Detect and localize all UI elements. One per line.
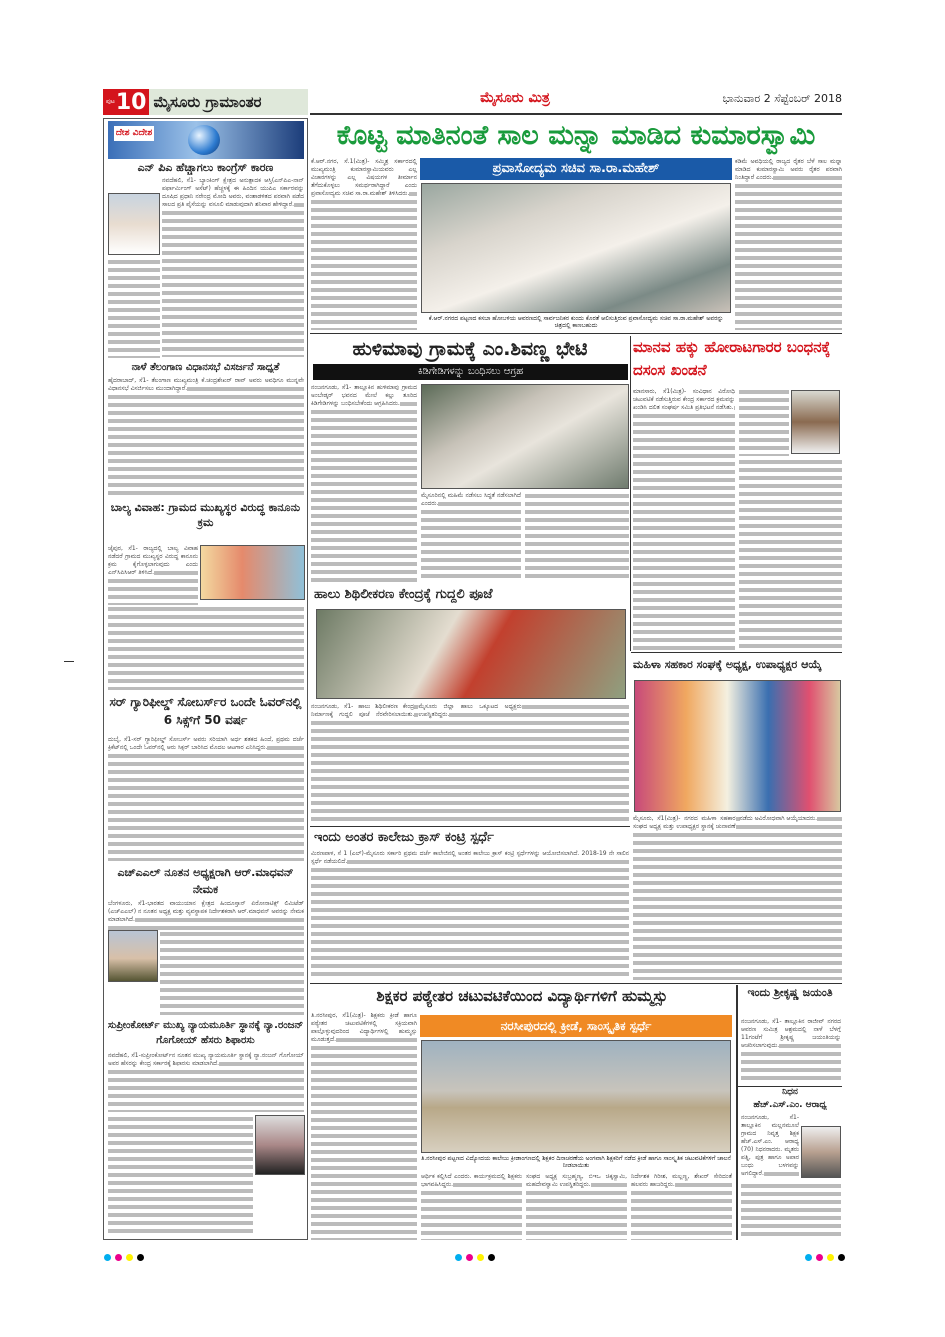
hulimavu-headline: ಹುಳಿಮಾವು ಗ್ರಾಮಕ್ಕೆ ಎಂ.ಶಿವಣ್ಣ ಭೇಟಿ: [352, 338, 588, 360]
headline-sobers: ಸರ್ ಗ್ಯಾರಿಫೀಲ್ಡ್ ಸೋಬರ್ಸ್‌ರ ಒಂದೇ ಓವರ್‌ನಲ್ಲಿ 6 ಸಿಕ್ಸ್‌ಗೆ 50 ವರ್ಷ: [109, 695, 302, 727]
hulimavu-body-col2: ಮೈಸೂರಿನಲ್ಲಿ ಮಹಿಮೆ ನಡೆಸಲು ಸಿದ್ಧತೆ ನಡೆಸಲಾಗಿದೆ ಎಂದರು.: [421, 492, 521, 582]
article-body-telangana: ಹೈದರಾಬಾದ್, ಸೆ1- ತೆಲಂಗಾಣ ಮುಖ್ಯಮಂತ್ರಿ ಕೆ.ಚಂದ್ರಶೇಖರ್ ರಾವ್ ಅವರು ಅವಧಿಗೂ ಮುನ್ನವೇ ವಿಧಾನಸಭೆ ವಿಸರ್ಜಿಸಲು ಮುಂದಾಗಿದ್ದಾರೆ.: [108, 377, 304, 497]
hulimavu-body-col3: [525, 492, 629, 582]
globe-icon: [188, 125, 220, 155]
divider: [631, 652, 842, 653]
lead-headline: ಕೊಟ್ಟ ಮಾತಿನಂತೆ ಸಾಲ ಮನ್ನಾ ಮಾಡಿದ ಕುಮಾರಸ್ವಾಮಿ: [336, 120, 816, 151]
teachers-body-col4: ನಿರ್ದೇಶಕ ಗಿರೀಶ, ಮಲ್ಲಣ್ಣ, ಶೇಖರ್ ಸೇರಿದಂತೆ ಹಲವರು ಹಾಜರಿದ್ದರು.: [631, 1173, 732, 1240]
rights-photo: [791, 390, 840, 454]
teachers-body-col1: ತಿ.ನರಸೀಪುರ, ಸೆ1(ಮಿತ್ರ)- ಶಿಕ್ಷಕರು ಕ್ರೀಡೆ ಹಾಗೂ ಪಠ್ಯೇತರ ಚಟುವಟಿಕೆಗಳಲ್ಲಿ ಸಕ್ರಿಯವಾಗಿ ಪಾಲ್ಗೊಳ್ಳುವುದರಿಂದ ವಿದ್ಯಾರ್ಥಿಗಳಲ್ಲಿ ಹುಮ್ಮಸ್ಸು ಮೂಡುತ್ತದೆ.: [311, 1012, 417, 1240]
cross-country-headline: ಇಂದು ಅಂತರ ಕಾಲೇಜು ಕ್ರಾಸ್ ಕಂಟ್ರಿ ಸ್ಪರ್ಧೆ: [314, 830, 494, 845]
women-body: ಮೈಸೂರು, ಸೆ1(ಮಿತ್ರ)- ನಗರದ ಮಹಿಳಾ ಸಹಕಾರ ಸಂಘದ ಅಧ್ಯಕ್ಷ ಮತ್ತು ಉಪಾಧ್ಯಕ್ಷರ ಸ್ಥಾನಕ್ಕೆ ಚುನಾವಣೆ ನಡೆದು ಅವಿರೋಧವಾಗಿ ಆಯ್ಕೆಯಾದರು.: [633, 815, 842, 980]
obituary-photo: [801, 1126, 841, 1178]
obituary-body: ನಂಜನಗೂಡು, ಸೆ1- ತಾಲ್ಲೂಕಿನ ಮಲ್ಲನಮೂಲೆ ಗ್ರಾಮದ ನಿವೃತ್ತ ಶಿಕ್ಷಕ ಹೆಚ್.ಎಸ್.ಎಂ. ಆರಾಧ್ಯ (70) ನಿಧನರಾದರು. ಮೃತರು ಪತ್ನಿ, ಪುತ್ರ ಹಾಗೂ ಅಪಾರ ಬಂಧು ಬಳಗವನ್ನು ಅಗಲಿದ್ದಾರೆ.: [741, 1114, 799, 1180]
page-number: 10: [115, 89, 147, 115]
hulimavu-body-col1: ನಂಜನಗೂಡು, ಸೆ1- ತಾಲ್ಲೂಕಿನ ಹುಳಿಮಾವು ಗ್ರಾಮದ ಅಂಬೇಡ್ಕರ್ ಭವನದ ಮೇಲೆ ಕಲ್ಲು ತೂರಿದ ಕಿಡಿಗೇಡಿಗಳನ್ನು ಬಂಧಿಸಬೇಕೆಂದು ಆಗ್ರಹಿಸಿದರು.: [311, 384, 417, 582]
divider: [310, 826, 630, 827]
headline-telangana: ನಾಳೆ ತೆಲಂಗಾಣ ವಿಧಾನಸಭೆ ವಿಸರ್ಜನೆ ಸಾಧ್ಯತೆ: [131, 362, 280, 373]
page-label: ಪುಟ: [106, 98, 115, 105]
article-body-hal: ಬೆಂಗಳೂರು, ಸೆ1-ಭಾರತದ ವಾಯುಯಾನ ಕ್ಷೇತ್ರದ ಹಿಂದೂಸ್ತಾನ್ ಏರೋನಾಟಿಕ್ಸ್ ಲಿಮಿಟೆಡ್ (ಎಚ್‌ಎಎಲ್) ನ ನೂತನ ಅಧ್ಯಕ್ಷ ಮತ್ತು ವ್ಯವಸ್ಥಾಪಕ ನಿರ್ದೇಶಕರಾಗಿ ಆರ್.ಮಾಧವನ್ ಅವರನ್ನು ನೇಮಕ ಮಾಡಲಾಗಿದೆ.: [108, 900, 304, 930]
page-number-box: [103, 89, 149, 115]
column-divider: [630, 336, 631, 651]
milk-headline: ಹಾಲು ಶಿಥಿಲೀಕರಣ ಕೇಂದ್ರಕ್ಕೆ ಗುದ್ದಲಿ ಪೂಜೆ: [314, 587, 493, 602]
header-rule: [310, 113, 842, 115]
milk-body: ನಂಜನಗೂಡು, ಸೆ1- ಹಾಲು ಶಿಥಿಲೀಕರಣ ಕೇಂದ್ರ ನಿರ್ಮಾಣಕ್ಕೆ ಗುದ್ದಲಿ ಪೂಜೆ ನೆರವೇರಿಸಲಾಯಿತು. ಮೈಸೂರು ಜಿಲ್ಲಾ ಹಾಲು ಒಕ್ಕೂಟದ ಅಧ್ಯಕ್ಷರು ಉಪಸ್ಥಿತರಿದ್ದರು.: [311, 703, 629, 825]
section-title: ಮೈಸೂರು ಗ್ರಾಮಾಂತರ: [153, 93, 262, 111]
cross-country-body: ಮಿರಣಪಾಳ, ಸೆ 1 (ಎಲ್)-ಮೈಸೂರು ಸರ್ಕಾರಿ ಪ್ರಥಮ ದರ್ಜೆ ಕಾಲೇಜಿನಲ್ಲಿ ಅಂತರ ಕಾಲೇಜು ಕ್ರಾಸ್ ಕಂಟ್ರಿ ಸ್ಪರ್ಧೆಗಳನ್ನು ಆಯೋಜಿಸಲಾಗಿದೆ. 2018-19 ನೇ ಸಾಲಿನ ಸ್ಪರ್ಧೆ ನಡೆಯಲಿದೆ.: [311, 850, 629, 980]
teachers-headline: ಶಿಕ್ಷಕರ ಪಠ್ಯೇತರ ಚಟುವಟಿಕೆಯಿಂದ ವಿದ್ಯಾರ್ಥಿಗಳಿಗೆ ಹುಮ್ಮಸ್ಸು: [376, 987, 668, 1005]
article-body-gogoi-cont: [108, 1115, 253, 1237]
divider: [310, 983, 842, 984]
rights-headline: ಮಾನವ ಹಕ್ಕು ಹೋರಾಟಗಾರರ ಬಂಧನಕ್ಕೆ ದಸಂಸ ಖಂಡನೆ: [633, 338, 831, 379]
teachers-body-col3: ಸಂಘದ ಅಧ್ಯಕ್ಷ ಸುಬ್ರಹ್ಮಣ್ಯ, ಬಿಇಒ ಚಿಕ್ಕಸ್ವಾಮಿ, ಮಹದೇವಸ್ವಾಮಿ ಉಪಸ್ಥಿತರಿದ್ದರು.: [526, 1173, 627, 1240]
rights-body-col2-cont: [739, 458, 842, 650]
registration-marks-right: [805, 1246, 849, 1265]
lead-body-col3: ಕಡಿಮೆ ಅವಧಿಯಲ್ಲಿ ರಾಜ್ಯದ ರೈತರ ಬೆಳೆ ಸಾಲ ಮನ್ನಾ ಮಾಡಿದ ಕುಮಾರಸ್ವಾಮಿ ಅವರು ರೈತರ ಪರವಾಗಿ ನಿಂತಿದ್ದಾರೆ ಎಂದರು.: [735, 158, 842, 330]
registration-marks-center: [455, 1246, 499, 1265]
obituary-body-cont: [741, 1182, 841, 1240]
registration-marks-left: [104, 1246, 148, 1265]
lead-body-col1: ಕೆ.ಆರ್.ನಗರ, ಸೆ.1(ಮಿತ್ರ)- ಸಮ್ಮಿಶ್ರ ಸರ್ಕಾರದಲ್ಲಿ ಮುಖ್ಯಮಂತ್ರಿ ಕುಮಾರಸ್ವಾಮಿಯವರು ಎಲ್ಲ ವಿಚಾರಗಳನ್ನು ಎಲ್ಲ ವಿಷಯಗಳ ತೀರ್ಮಾನ ತೆಗೆದುಕೊಳ್ಳಲು ಸಮರ್ಥರಾಗಿದ್ದಾರೆ ಎಂದು ಪ್ರವಾಸೋದ್ಯಮ ಸಚಿವ ಸಾ.ರಾ.ಮಹೇಶ್ ತಿಳಿಸಿದರು.: [311, 158, 417, 330]
headline-hal: ಎಚ್‌ಎಎಲ್ ನೂತನ ಅಧ್ಯಕ್ಷರಾಗಿ ಆರ್.ಮಾಧವನ್ ನೇಮಕ: [117, 866, 294, 896]
teachers-body-col2: ಆರ್ಥಿಕ ಕಲ್ಲಿಸಿದೆ ಎಂದರು. ಕಾರ್ಯಕ್ರಮದಲ್ಲಿ ಶಿಕ್ಷಕರು ಭಾಗವಹಿಸಿದ್ದರು.: [421, 1173, 522, 1240]
hulimavu-photo: [421, 384, 629, 489]
teachers-photo: [421, 1040, 731, 1153]
milk-photo: [316, 609, 626, 699]
banner-label: ದೇಶ ವಿದೇಶ: [114, 126, 154, 141]
date: ಭಾನುವಾರ 2 ಸೆಪ್ಟೆಂಬರ್ 2018: [722, 92, 842, 105]
headline-gogoi: ಸುಪ್ರೀಂಕೋರ್ಟ್ ಮುಖ್ಯ ನ್ಯಾಯಮೂರ್ತಿ ಸ್ಥಾನಕ್ಕೆ ನ್ಯಾ.ರಂಜನ್ ಗೊಗೋಯ್ ಹೆಸರು ಶಿಫಾರಸು: [107, 1020, 304, 1046]
women-headline: ಮಹಿಳಾ ಸಹಕಾರ ಸಂಘಕ್ಕೆ ಅಧ್ಯಕ್ಷ, ಉಪಾಧ್ಯಕ್ಷರ ಆಯ್ಕೆ: [633, 658, 822, 671]
article-body-child-marriage: ಜೈಪುರ, ಸೆ1- ರಾಜ್ಯದಲ್ಲಿ ಬಾಲ್ಯ ವಿವಾಹ ನಡೆದರೆ ಗ್ರಾಮದ ಮುಖ್ಯಸ್ಥರ ವಿರುದ್ಧ ಕಾನೂನು ಕ್ರಮ ಕೈಗೊಳ್ಳಲಾಗುವುದು ಎಂದು ಎನ್‌ಸಿಪಿಸಿಆರ್ ತಿಳಿಸಿದೆ.: [108, 545, 198, 605]
lead-caption: ಕೆ.ಆರ್.ನಗರದ ಪಟ್ಟಣದ ಕಸಬಾ ಹೋಬಳಿಯ ಆವರಣದಲ್ಲಿ ಸಾರ್ವಜನಿಕರ ಕುಂದು ಕೊರತೆ ಆಲಿಸುತ್ತಿರುವ ಪ್ರವಾಸೋದ್ಯಮ ಸಚಿವ ಸಾ.ರಾ.ಮಹೇಶ್ ಅವರನ್ನು ಚಿತ್ರದಲ್ಲಿ ಕಾಣಬಹುದು: [428, 315, 724, 329]
krishna-body: ನಂಜನಗೂಡು, ಸೆ1- ತಾಲ್ಲೂಕಿನ ರಾಜೀವ್ ನಗರದ ಆವರಣ ಸುಮಿತ್ರ ಆಶ್ರಮದಲ್ಲಿ ನಾಳೆ ಬೆಳಗ್ಗೆ 11ಗಂಟೆಗೆ ಶ್ರೀಕೃಷ್ಣ ಜಯಂತಿಯನ್ನು ಆಚರಿಸಲಾಗುವುದು.: [741, 1018, 841, 1084]
article-body-sobers: ದುಬೈ, ಸೆ1-ಸರ್ ಗ್ಯಾರಿಫೀಲ್ಡ್ ಸೋಬರ್ಸ್ ಅವರು ಸರಿಯಾಗಿ ಅರ್ಧ ಶತಕದ ಹಿಂದೆ, ಪ್ರಥಮ ದರ್ಜೆ ಕ್ರಿಕೆಟ್‌ನಲ್ಲಿ ಒಂದೇ ಓವರ್‌ನಲ್ಲಿ ಆರು ಸಿಕ್ಸರ್ ಬಾರಿಸಿದ ಮೊದಲ ಆಟಗಾರ ಎನಿಸಿದ್ದರು.: [108, 736, 304, 861]
desha-videsha-banner: [108, 121, 304, 159]
photo-gogoi: [255, 1115, 305, 1175]
article-body-hal-cont: [160, 930, 304, 1015]
photo-madhavan: [108, 930, 158, 982]
teachers-subhead: ನರಸೀಪುರದಲ್ಲಿ ಕ್ರೀಡೆ, ಸಾಂಸ್ಕೃತಿಕ ಸ್ಪರ್ಧೆ: [420, 1015, 732, 1037]
photo-modi: [108, 193, 160, 255]
women-photo: [634, 680, 841, 812]
krishna-headline: ಇಂದು ಶ್ರೀಕೃಷ್ಣ ಜಯಂತಿ: [747, 986, 833, 999]
masthead: ಮೈಸೂರು ಮಿತ್ರ: [480, 90, 550, 106]
article-body-child-marriage-cont: [108, 605, 304, 690]
headline-child-marriage: ಬಾಲ್ಯ ವಿವಾಹ: ಗ್ರಾಮದ ಮುಖ್ಯಸ್ಥರ ವಿರುದ್ಧ ಕಾನೂನು ಕ್ರಮ: [110, 501, 301, 529]
hulimavu-subhead: ಕಿಡಿಗೇಡಿಗಳನ್ನು ಬಂಧಿಸಲು ಆಗ್ರಹ: [313, 364, 628, 380]
obituary-label: ನಿಧನ: [782, 1087, 798, 1097]
teachers-caption: ತಿ.ನರಸೀಪುರ ಪಟ್ಟಣದ ವಿದ್ಯೋದಯ ಕಾಲೇಜು ಕ್ರೀಡಾಂಗಣದಲ್ಲಿ ಶಿಕ್ಷಕರ ದಿನಾಚರಣೆಯ ಅಂಗವಾಗಿ ಶಿಕ್ಷಕರಿಗೆ ನಡೆದ ಕ್ರೀಡೆ ಹಾಗೂ ಸಾಂಸ್ಕೃತಿಕ ಚಟುವಟಿಕೆಗಳಿಗೆ ಚಾಲನೆ ನೀಡಲಾಯಿತು: [421, 1155, 731, 1169]
headline-npa: ಎನ್ ಪಿಎ ಹೆಚ್ಚಾಗಲು ಕಾಂಗ್ರೆಸ್ ಕಾರಣ: [137, 161, 274, 174]
fold-mark: [64, 661, 74, 662]
rights-body-col1: ಮಾನಸಾರು, ಸೆ1(ಮಿತ್ರ)- ಸಂವಿಧಾನ ವಿರೋಧಿ ಚಟುವಟಿಕೆ ನಡೆಸುತ್ತಿರುವ ಕೇಂದ್ರ ಸರ್ಕಾರದ ಕ್ರಮವನ್ನು ಖಂಡಿಸಿ ದಲಿತ ಸಂಘರ್ಷ ಸಮಿತಿ ಪ್ರತಿಭಟನೆ ನಡೆಸಿತು.: [633, 388, 735, 650]
section-header: [103, 89, 308, 115]
article-body-npa-cont: [108, 258, 160, 358]
obituary-name: ಹೆಚ್.ಎಸ್.ಎಂ. ಆರಾಧ್ಯ: [753, 1100, 827, 1110]
article-body-gogoi: ನವದೆಹಲಿ, ಸೆ1-ಸುಪ್ರೀಂಕೋರ್ಟ್‌ನ ನೂತನ ಮುಖ್ಯ ನ್ಯಾಯಮೂರ್ತಿ ಸ್ಥಾನಕ್ಕೆ ನ್ಯಾ.ರಂಜನ್ ಗೊಗೋಯ್ ಅವರ ಹೆಸರನ್ನು ಕೇಂದ್ರ ಸರ್ಕಾರಕ್ಕೆ ಶಿಫಾರಸು ಮಾಡಲಾಗಿದೆ.: [108, 1052, 304, 1112]
divider: [310, 333, 842, 334]
article-body-npa: ನವದೆಹಲಿ, ಸೆ1- ಬ್ಯಾಂಕಿಂಗ್ ಕ್ಷೇತ್ರದ ಅನುತ್ಪಾದಕ ಆಸ್ತಿ(ಎನ್‌ಪಿಎ-ನಾನ್ ಪರ್ಫಾರ್ಮಿಂಗ್ ಅಸೆಟ್) ಹೆಚ್ಚಳಕ್ಕೆ ಈ ಹಿಂದಿನ ಯುಪಿಎ ಸರ್ಕಾರವನ್ನು ದೂಷಿದ ಪ್ರಧಾನಿ ನರೇಂದ್ರ ಮೋದಿ ಅವರು, ವಂಶಾಡಳಿತದ ಪರವಾಗಿ ಪಡೆದ ಸಾಲದ ಪ್ರತಿ ಪೈಸೆಯನ್ನು ವಸೂಲಿ ಮಾಡುವುದಾಗಿ ಶನಿವಾರ ಹೇಳಿದ್ದಾರೆ.: [162, 177, 304, 357]
photo-child-marriage: [200, 545, 305, 600]
lead-photo: [421, 183, 731, 313]
lead-subhead: ಪ್ರವಾಸೋದ್ಯಮ ಸಚಿವ ಸಾ.ರಾ.ಮಹೇಶ್: [420, 158, 732, 180]
rights-body-col2: [739, 388, 789, 456]
